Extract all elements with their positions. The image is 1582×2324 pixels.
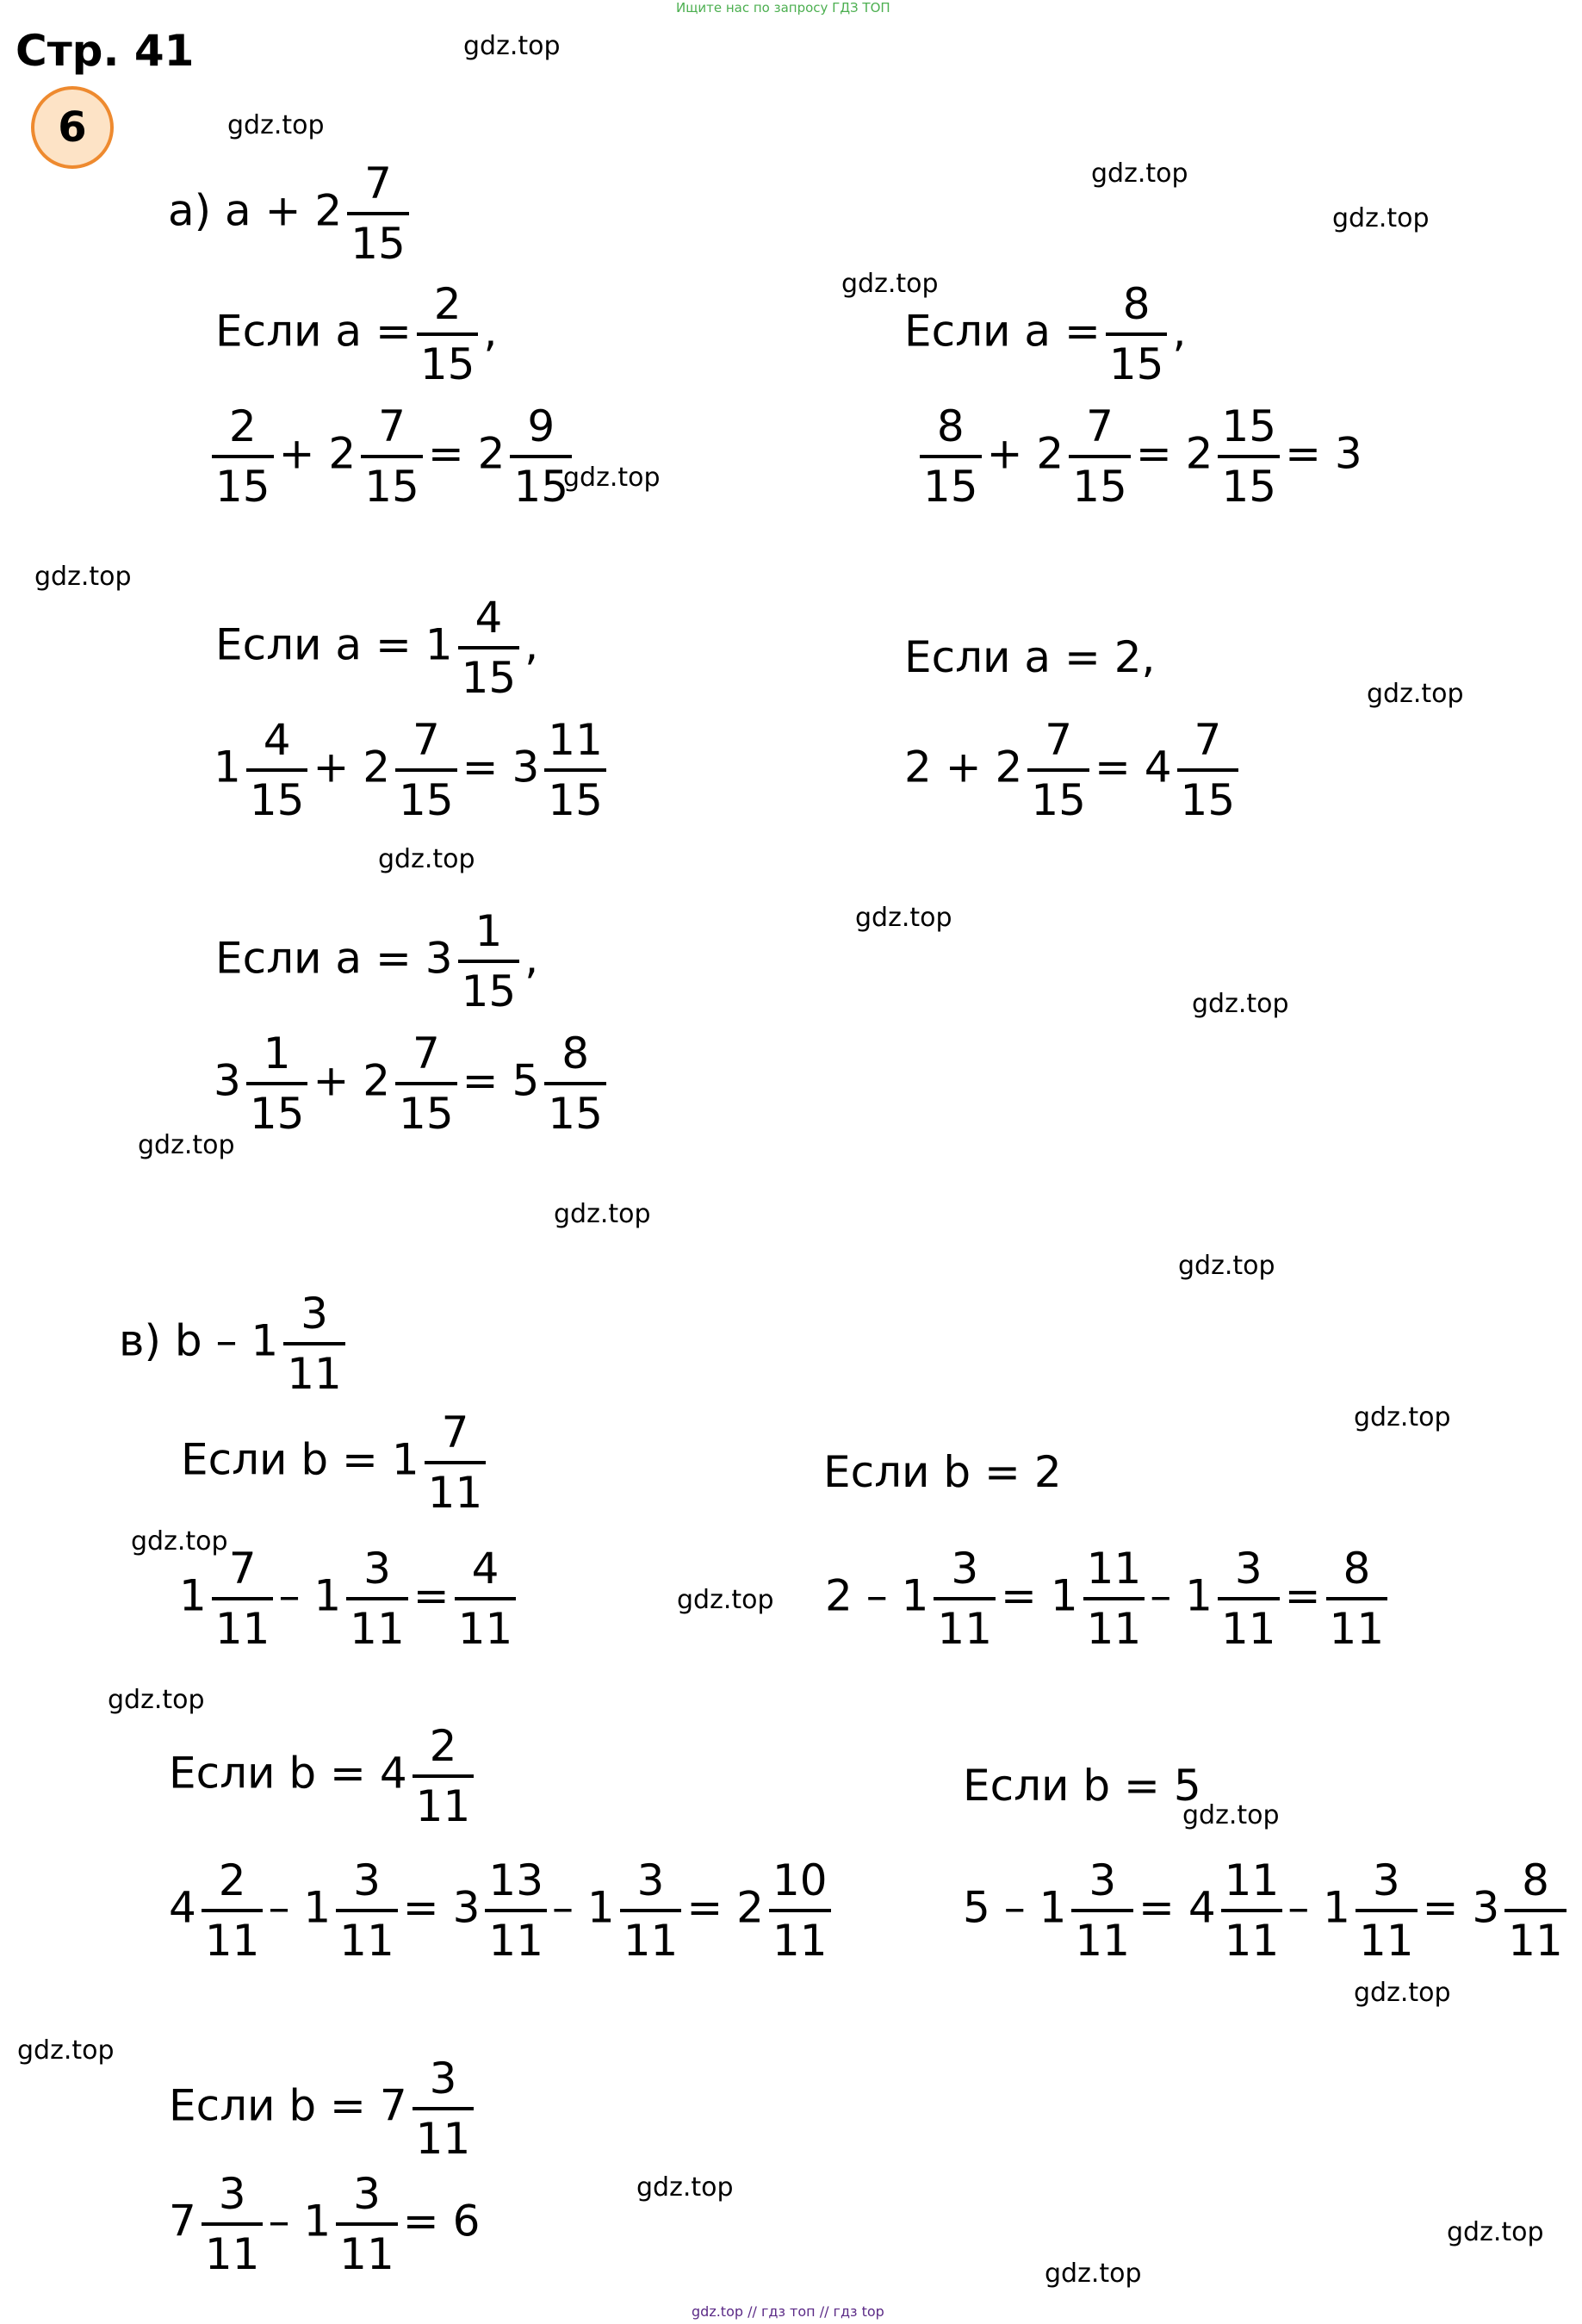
fraction: $\frac{2}{15}$ [417, 283, 479, 386]
case-a1-condition: Если a = $\frac{2}{15}$ , [215, 279, 498, 389]
watermark: gdz.top [1332, 203, 1430, 233]
watermark: gdz.top [1367, 679, 1464, 709]
fraction: $\frac{2}{11}$ [202, 1859, 264, 1962]
case-a1-equation: $\frac{2}{15}$ + 2 $\frac{7}{15}$ = 2 $\frac{9}{15}$ [207, 405, 577, 508]
fraction: $\frac{3}{11}$ [346, 1547, 408, 1650]
fraction: $\frac{8}{15}$ [920, 405, 982, 508]
part-b-label: в) b – 1 [119, 1315, 279, 1366]
watermark: gdz.top [855, 903, 952, 933]
fraction: $\frac{1}{15}$ [246, 1032, 308, 1135]
watermark: gdz.top [1354, 1978, 1451, 2008]
case-a5-equation: 3 $\frac{1}{15}$ + 2 $\frac{7}{15}$ = 5 $\frac{8}{15}$ [214, 1032, 611, 1135]
case-a2-equation: $\frac{8}{15}$ + 2 $\frac{7}{15}$ = 2 $\frac{15}{15}$ = 3 [915, 405, 1362, 508]
case-a3-condition: Если a = 1 $\frac{4}{15}$ , [215, 593, 539, 703]
watermark: gdz.top [1178, 1251, 1275, 1281]
part-a-label: а) a + 2 [168, 185, 343, 236]
case-a4-equation: 2 + 2 $\frac{7}{15}$ = 4 $\frac{7}{15}$ [904, 718, 1244, 822]
case-b4-condition: Если b = 5 [963, 1761, 1201, 1811]
case-b4-equation: 5 – 1 $\frac{3}{11}$ = 4 $\frac{11}{11}$ – 1 $\frac{3}{11}$ = 3 $\frac{8}{11}$ [963, 1859, 1572, 1962]
fraction: $\frac{3}{11}$ [1356, 1859, 1418, 1962]
fraction: $\frac{3}{11}$ [934, 1547, 996, 1650]
fraction: $\frac{7}{15}$ [1177, 718, 1239, 822]
fraction: $\frac{11}{11}$ [1083, 1547, 1145, 1650]
fraction: $\frac{8}{11}$ [1504, 1859, 1566, 1962]
case-b1-condition: Если b = 1 $\frac{7}{11}$ [181, 1411, 491, 1514]
fraction: $\frac{8}{15}$ [544, 1032, 606, 1135]
fraction: $\frac{3}{11}$ [336, 1859, 398, 1962]
watermark: gdz.top [378, 844, 475, 874]
footer-links: gdz.top // гдз топ // гдз top [692, 2303, 884, 2320]
fraction: $\frac{8}{15}$ [1106, 283, 1168, 386]
fraction: $\frac{11}{11}$ [1221, 1859, 1283, 1962]
search-banner: Ищите нас по запросу ГДЗ ТОП [676, 0, 890, 16]
case-b3-condition: Если b = 4 $\frac{2}{11}$ [169, 1724, 479, 1828]
watermark: gdz.top [1182, 1800, 1280, 1830]
fraction: $\frac{7}{15}$ [347, 162, 409, 265]
watermark: gdz.top [1045, 2259, 1142, 2289]
watermark: gdz.top [108, 1685, 205, 1715]
fraction: $\frac{3}{11}$ [283, 1292, 345, 1395]
fraction: $\frac{7}{15}$ [1027, 718, 1089, 822]
fraction: $\frac{3}{11}$ [202, 2172, 264, 2276]
case-a5-condition: Если a = 3 $\frac{1}{15}$ , [215, 906, 539, 1016]
watermark: gdz.top [841, 269, 939, 299]
fraction: $\frac{13}{11}$ [485, 1859, 547, 1962]
watermark: gdz.top [463, 31, 561, 61]
fraction: $\frac{2}{11}$ [413, 1724, 475, 1828]
fraction: $\frac{3}{11}$ [620, 1859, 682, 1962]
fraction: $\frac{8}{11}$ [1326, 1547, 1388, 1650]
fraction: $\frac{9}{15}$ [510, 405, 572, 508]
fraction: $\frac{3}{11}$ [336, 2172, 398, 2276]
fraction: $\frac{15}{15}$ [1218, 405, 1280, 508]
case-a3-equation: 1 $\frac{4}{15}$ + 2 $\frac{7}{15}$ = 3 $\frac{11}{15}$ [214, 718, 611, 822]
watermark: gdz.top [563, 463, 661, 493]
watermark: gdz.top [138, 1130, 235, 1160]
case-b5-equation: 7 $\frac{3}{11}$ – 1 $\frac{3}{11}$ = 6 [169, 2169, 481, 2279]
fraction: $\frac{3}{11}$ [413, 2057, 475, 2160]
fraction: $\frac{7}{15}$ [395, 1032, 457, 1135]
case-b2-condition: Если b = 2 [823, 1447, 1062, 1497]
task-number: 6 [58, 103, 87, 152]
fraction: $\frac{7}{15}$ [361, 405, 423, 508]
fraction: $\frac{4}{11}$ [455, 1547, 517, 1650]
fraction: $\frac{7}{11}$ [425, 1411, 487, 1514]
fraction: $\frac{7}{15}$ [1069, 405, 1131, 508]
case-b1-equation: 1 $\frac{7}{11}$ – 1 $\frac{3}{11}$ = $\frac{4}{11}$ [179, 1547, 521, 1650]
watermark: gdz.top [17, 2035, 115, 2066]
watermark: gdz.top [554, 1199, 651, 1229]
watermark: gdz.top [1354, 1402, 1451, 1432]
fraction: $\frac{7}{15}$ [395, 718, 457, 822]
fraction: $\frac{4}{15}$ [246, 718, 308, 822]
case-b2-equation: 2 – 1 $\frac{3}{11}$ = 1 $\frac{11}{11}$ – 1 $\frac{3}{11}$ = $\frac{8}{11}$ [825, 1547, 1393, 1650]
watermark: gdz.top [1192, 989, 1289, 1019]
task-number-badge [31, 86, 114, 169]
watermark: gdz.top [1447, 2217, 1544, 2247]
fraction: $\frac{4}{15}$ [458, 596, 520, 699]
watermark: gdz.top [1091, 158, 1188, 189]
fraction: $\frac{3}{11}$ [1071, 1859, 1133, 1962]
page-title: Стр. 41 [16, 26, 195, 76]
watermark: gdz.top [636, 2172, 734, 2203]
case-a2-condition: Если a = $\frac{8}{15}$ , [904, 279, 1187, 389]
part-b-expression [119, 1289, 351, 1399]
watermark: gdz.top [131, 1526, 228, 1557]
fraction: $\frac{10}{11}$ [769, 1859, 831, 1962]
case-a4-condition: Если a = 2, [904, 632, 1156, 682]
fraction: $\frac{11}{15}$ [544, 718, 606, 822]
watermark: gdz.top [227, 110, 325, 140]
fraction: $\frac{2}{15}$ [212, 405, 274, 508]
fraction: $\frac{7}{11}$ [212, 1547, 274, 1650]
case-b3-equation: 4 $\frac{2}{11}$ – 1 $\frac{3}{11}$ = 3 $\frac{13}{11}$ – 1 $\frac{3}{11}$ = 2 $\frac{10}{11}$ [169, 1859, 836, 1962]
watermark: gdz.top [677, 1585, 774, 1615]
fraction: $\frac{3}{11}$ [1218, 1547, 1280, 1650]
fraction: $\frac{1}{15}$ [458, 910, 520, 1013]
watermark: gdz.top [34, 562, 132, 592]
case-b5-condition: Если b = 7 $\frac{3}{11}$ [169, 2057, 479, 2160]
part-a-expression [168, 158, 414, 269]
